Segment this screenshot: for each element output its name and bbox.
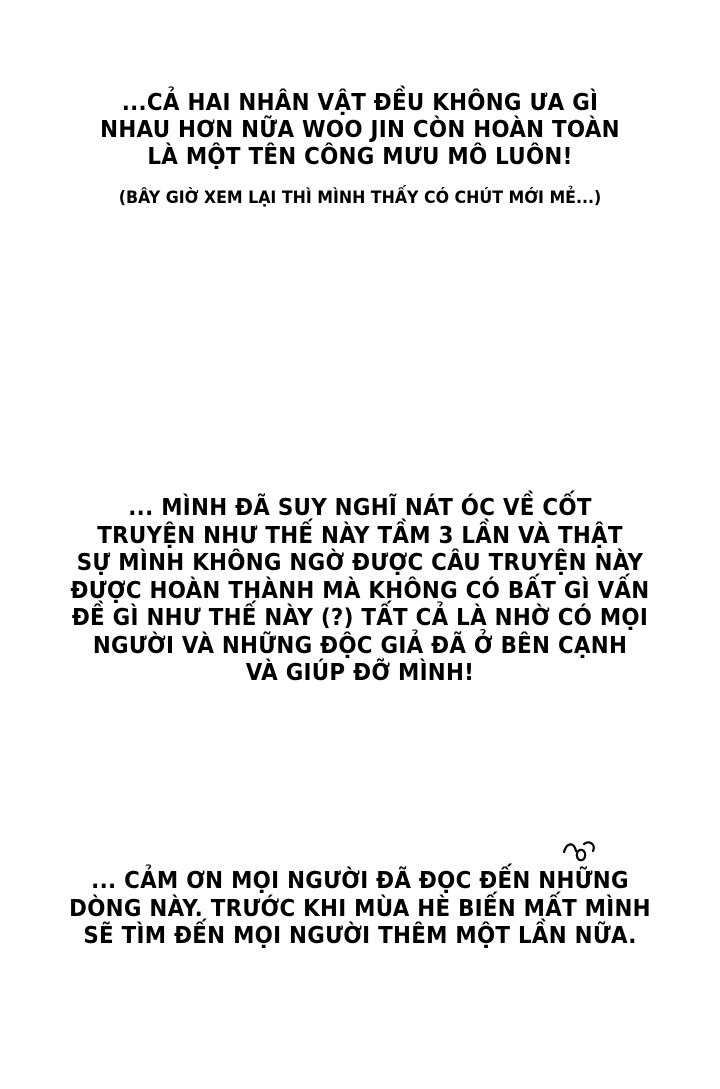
caption-line: DÒNG NÀY. TRƯỚC KHI MÙA HÈ BIẾN MẤT MÌNH — [69, 895, 651, 922]
caption-line: SỰ MÌNH KHÔNG NGỜ ĐƯỢC CÂU TRUYỆN NÀY — [76, 550, 644, 576]
caption-line: NGƯỜI VÀ NHỮNG ĐỘC GIẢ ĐÃ Ở BÊN CẠNH — [92, 632, 628, 659]
caption-block-3 — [0, 868, 720, 951]
caption-line: NHAU HƠN NỮA WOO JIN CÒN HOÀN TOÀN — [100, 117, 620, 143]
caption-line: VÀ GIÚP ĐỠ MÌNH! — [245, 660, 475, 686]
caption-line: ĐỀ GÌ NHƯ THẾ NÀY (?) TẤT CẢ LÀ NHỜ CÓ MỌI — [71, 605, 649, 631]
caption-line: ...CẢ HAI NHÂN VẬT ĐỀU KHÔNG ƯA GÌ — [121, 90, 599, 116]
caption-line: ... MÌNH ĐÃ SUY NGHĨ NÁT ÓC VỀ CỐT — [128, 495, 592, 521]
caption-line: LÀ MỘT TÊN CÔNG MƯU MÔ LUÔN! — [147, 144, 573, 170]
page-bottom-margin — [0, 1079, 720, 1089]
caption-line: ... CẢM ƠN MỌI NGƯỜI ĐÃ ĐỌC ĐẾN NHỮNG — [91, 868, 629, 894]
smiley-squiggle-doodle — [560, 838, 600, 870]
caption-line: ĐƯỢC HOÀN THÀNH MÀ KHÔNG CÓ BẤT GÌ VẤN — [70, 577, 650, 604]
caption-block-1 — [0, 90, 720, 209]
caption-block-2 — [0, 495, 720, 688]
caption-subtitle: (BÂY GIỜ XEM LẠI THÌ MÌNH THẤY CÓ CHÚT MỚI MẺ...) — [118, 188, 602, 208]
caption-line: TRUYỆN NHƯ THẾ NÀY TẦM 3 LẦN VÀ THẬT — [97, 522, 623, 549]
caption-line: SẼ TÌM ĐẾN MỌI NGƯỜI THÊM MỘT LẦN NỮA. — [83, 923, 637, 949]
